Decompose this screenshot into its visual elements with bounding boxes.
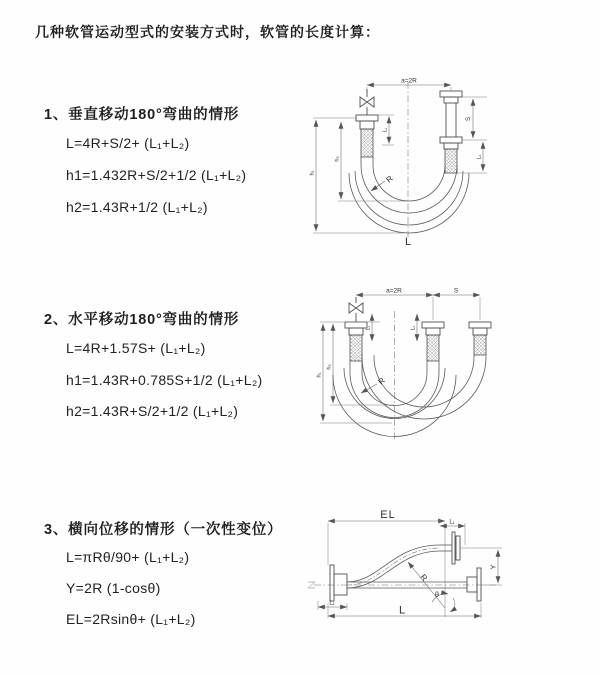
dim-L1 [378,115,394,145]
section-3-formula-L: L=πRθ/90+ (L₁+L₂) [66,549,190,565]
section-1-formula-h1: h1=1.432R+S/2+1/2 (L₁+L₂) [66,167,247,183]
label-L1: L₁ [382,127,389,133]
section-3-heading: 3、横向位移的情形（一次性变位） [44,522,283,538]
section-2-heading: 2、水平移动180°弯曲的情形 [44,312,240,328]
dim-L1-bottom [318,601,347,611]
dim-EL [328,509,445,617]
dim-L2 [457,142,487,173]
label-L1: L₁ [365,325,372,331]
right-fitting [469,322,491,355]
label-L2: L₂ [410,325,417,331]
section-3-formula-Y: Y=2R (1-cosθ) [66,580,161,596]
label-Y: Y [488,564,498,570]
dim-S [433,288,480,296]
label-h1: h₁ [309,170,316,176]
label-L-total: L [404,236,412,248]
label-a2R: a=2R [401,77,417,85]
straight-pipe [347,568,481,601]
hose-curves [333,353,486,436]
label-L1-bottom: L₁ [329,600,335,607]
valve-icon [360,97,374,107]
label-h1: h₁ [316,372,323,378]
section-2-formula-h2: h2=1.43R+S/2+1/2 (L₁+L₂) [66,403,239,419]
section-2-formula-L: L=4R+1.57S+ (L₁+L₂) [66,340,206,356]
valve-icon [349,303,363,313]
diagram-horizontal-180 [306,283,506,443]
diagram-vertical-180 [305,75,505,250]
label-h2: h₂ [334,156,341,162]
label-EL: EL [380,509,396,521]
section-1-heading: 1、垂直移动180°弯曲的情形 [44,107,240,123]
dim-L1 [366,314,373,341]
label-L1-top: L₁ [449,519,455,526]
section-3-formula-EL: EL=2Rsinθ+ (L₁+L₂) [66,611,196,627]
left-fitting [330,565,347,601]
left-fitting [356,115,378,157]
right-fitting [440,91,462,173]
dim-L2 [411,314,418,341]
dim-theta [432,592,455,612]
dim-a2R [356,288,480,321]
centerline-mark-icon [308,582,315,588]
dim-R [361,376,387,393]
label-R: R [418,572,430,583]
left-fitting [345,322,367,361]
label-theta: θ [435,592,439,599]
section-1-formula-L: L=4R+S/2+ (L₁+L₂) [66,135,190,151]
label-R: R [376,375,387,387]
label-L-total: L [398,604,406,617]
middle-fitting [422,322,444,361]
label-L2: L₂ [476,154,483,160]
dim-a2R [367,78,451,95]
label-S: S [466,116,472,122]
dim-S [462,97,487,140]
diagram-lateral-displacement [300,505,515,625]
section-2-formula-h1: h1=1.43R+0.785S+1/2 (L₁+L₂) [66,372,263,388]
label-a2R: a=2R [386,287,402,295]
hose-s-curve [347,532,460,588]
page-title: 几种软管运动型式的安装方式时，软管的长度计算： [35,24,380,40]
label-S: S [453,287,459,295]
section-1-formula-h2: h2=1.43R+1/2 (L₁+L₂) [66,199,208,215]
label-R: R [384,173,395,185]
label-h2: h₂ [326,364,333,370]
dim-L [328,600,481,618]
